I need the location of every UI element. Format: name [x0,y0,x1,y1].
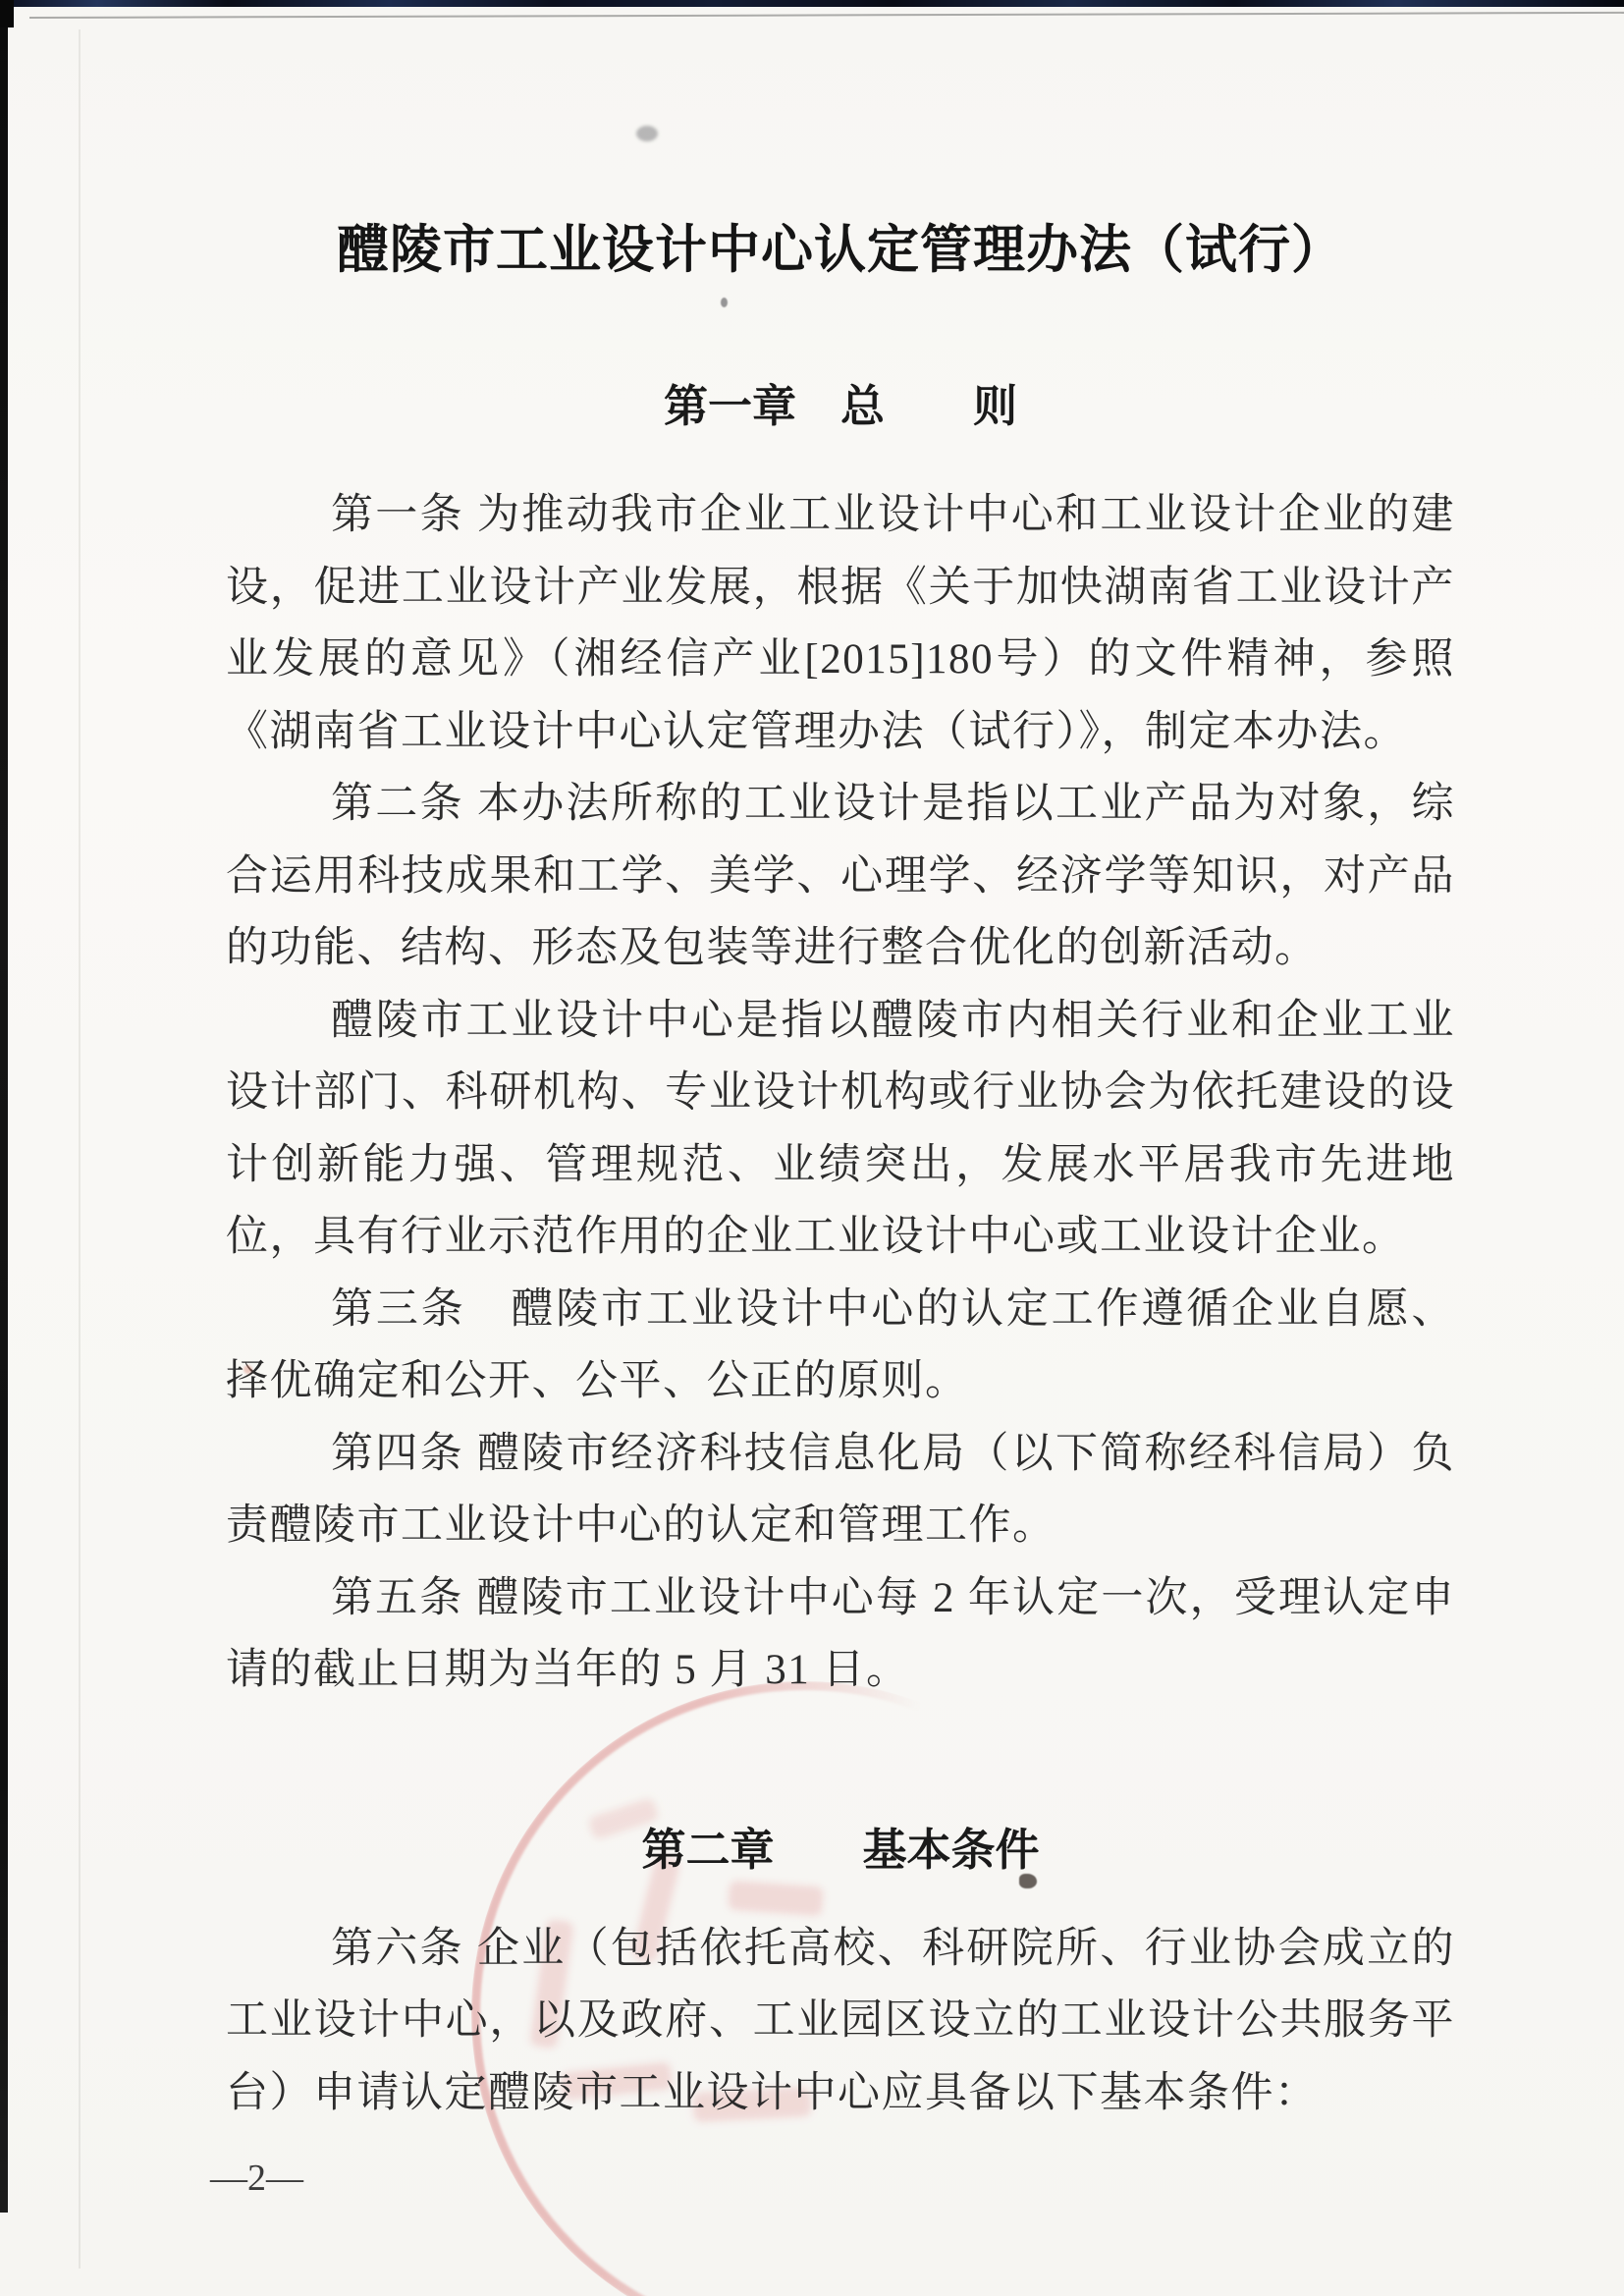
paragraph-article-2: 第二条 本办法所称的工业设计是指以工业产品为对象，综合运用科技成果和工学、美学、心理学、经济学等知识，对产品的功能、结构、形态及包装等进行整合优化的创新活动。 [226,781,1455,971]
chapter-2-body [226,1913,1455,2130]
chapter-1-body [226,479,1455,1707]
scan-left-edge-strip [0,0,8,2213]
paragraph-article-5: 第五条 醴陵市工业设计中心每 2 年认定一次，受理认定申请的截止日期为当年的 5 月 31 日。 [226,1574,1455,1693]
scan-top-edge-band [0,0,1624,7]
scan-speck [244,1365,252,1374]
scan-smudge [636,126,658,141]
scan-ink-blot [1019,1874,1037,1888]
scan-fold-line [79,29,81,2269]
paragraph-article-1: 第一条 为推动我市企业工业设计中心和工业设计企业的建设，促进工业设计产业发展，根据《关于加快湖南省工业设计产业发展的意见》（湘经信产业[2015]180号）的文件精神，参照《湖南省工业设计中心认定管理办法（试行）》，制定本办法。 [226,492,1455,755]
chapter-2-heading: 第二章 基本条件 [641,1824,1040,1875]
chapter-1-heading: 第一章 总 则 [663,381,1017,431]
document-content [226,0,1455,2129]
page-number: —2— [210,2158,303,2199]
scan-speck [721,298,728,307]
document-title: 醴陵市工业设计中心认定管理办法（试行） [337,221,1344,279]
scan-left-corner-notch [0,0,14,27]
paragraph-article-6: 第六条 企业（包括依托高校、科研院所、行业协会成立的工业设计中心，以及政府、工业园区设立的工业设计公共服务平台）申请认定醴陵市工业设计中心应具备以下基本条件： [226,1925,1455,2116]
paragraph-article-2-definition: 醴陵市工业设计中心是指以醴陵市内相关行业和企业工业设计部门、科研机构、专业设计机构或行业协会为依托建设的设计创新能力强、管理规范、业绩突出，发展水平居我市先进地位，具有行业示范作用的企业工业设计中心或工业设计企业。 [226,997,1455,1260]
paragraph-article-4: 第四条 醴陵市经济科技信息化局（以下简称经科信局）负责醴陵市工业设计中心的认定和管理工作。 [226,1430,1455,1549]
paragraph-article-3: 第三条 醴陵市工业设计中心的认定工作遵循企业自愿、择优确定和公开、公平、公正的原则。 [226,1285,1455,1404]
